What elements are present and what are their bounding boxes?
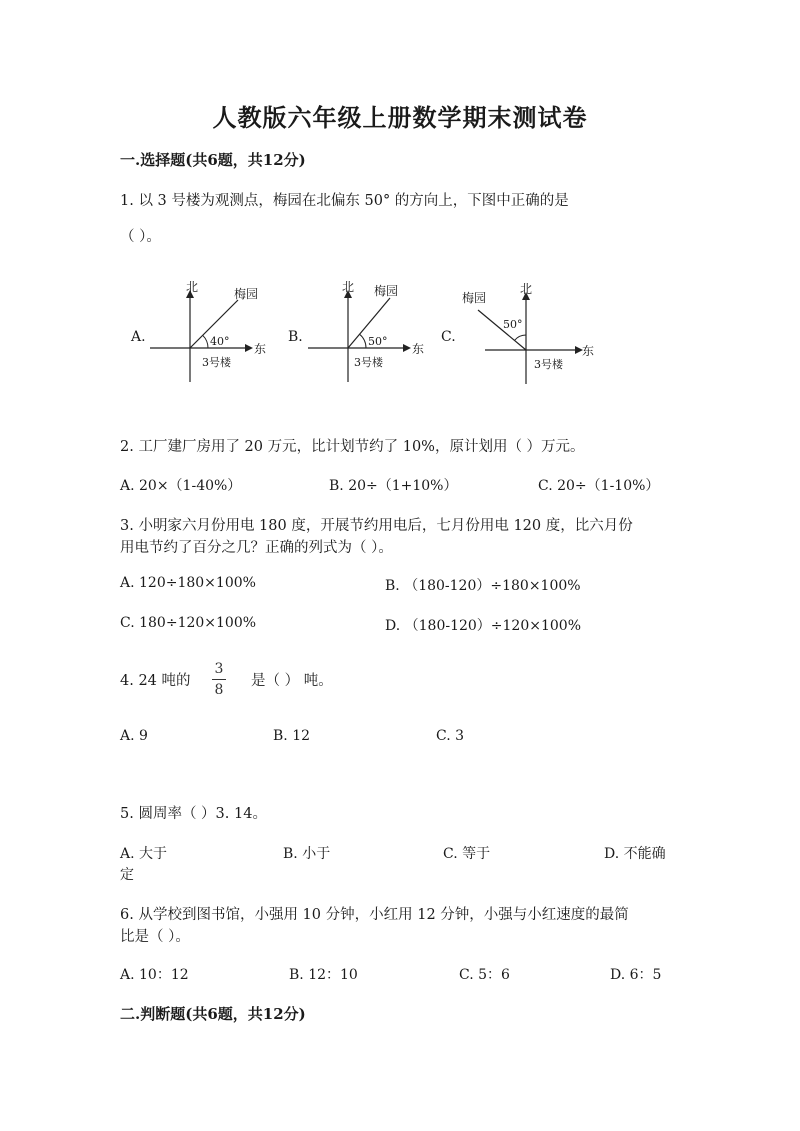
figure-b-diagram [308,280,438,385]
question-4-option-c: C. 3 [436,728,465,744]
question-5-option-d: D. 不能确 [604,846,666,862]
question-3-option-a: A. 120÷180×100% [120,575,256,591]
question-3-text: 3. 小明家六月份用电 180 度，开展节约用电后，七月份用电 120 度，比六月份 [120,518,633,534]
question-5-text: 5. 圆周率（ ）3. 14。 [120,806,267,822]
question-2-text: 2. 工厂建厂房用了 20 万元，比计划节约了 10%，原计划用（ ）万元。 [120,439,585,455]
question-3-option-b: B. （180-120）÷180×100% [385,578,581,594]
fraction-numerator: 3 [214,661,224,677]
figure-b-east-label: 东 [412,342,425,356]
question-1-text: 1. 以 3 号楼为观测点，梅园在北偏东 50° 的方向上，下图中正确的是 [120,193,569,209]
figure-c-east-label: 东 [582,344,595,358]
section-heading-choice: 一.选择题(共6题，共12分) [120,151,306,169]
figure-a-north-label: 北 [186,280,199,294]
figure-b-label: B. [288,329,303,345]
figure-a-building-label: 3号楼 [202,356,231,369]
question-3-option-c: C. 180÷120×100% [120,615,257,631]
question-6-option-d: D. 6：5 [610,967,662,983]
section-heading-judgement: 二.判断题(共6题，共12分) [120,1005,306,1023]
question-2-option-c: C. 20÷（1-10%） [538,478,660,494]
page-title: 人教版六年级上册数学期末测试卷 [212,103,588,132]
figure-c-angle-label: 50° [503,318,523,331]
figure-b-angle-label: 50° [368,335,388,348]
question-6-text: 6. 从学校到图书馆，小强用 10 分钟，小红用 12 分钟，小强与小红速度的最简 [120,907,629,923]
question-4-text: 4. 24 吨的 [120,673,191,689]
question-3-text-cont: 用电节约了百分之几？正确的列式为（ ）。 [120,540,393,556]
question-5-option-d-wrap: 定 [120,867,134,883]
question-1-text-cont: （ ）。 [120,229,161,245]
figure-a-angle-label: 40° [210,335,230,348]
figure-a-label: A. [131,329,146,345]
question-4-text-suffix: 是（ ） 吨。 [251,673,333,689]
figure-c-place-label: 梅园 [462,291,487,305]
figure-a-east-arrow-icon [245,344,253,352]
figure-a-angle-arc [203,335,208,348]
question-6-option-a: A. 10：12 [120,967,189,983]
figure-a-diagram [150,280,280,385]
figure-c-label: C. [441,329,456,345]
figure-b-angle-arc [360,334,366,348]
question-6-option-c: C. 5：6 [459,967,510,983]
figure-c-diagram [460,280,595,385]
fraction-denominator: 8 [214,682,224,698]
question-6-option-b: B. 12：10 [289,967,358,983]
figure-b-east-arrow-icon [403,344,411,352]
figure-b-north-label: 北 [342,280,355,294]
question-5-option-c: C. 等于 [443,846,491,862]
question-5-option-b: B. 小于 [283,846,331,862]
question-4-option-a: A. 9 [120,728,148,744]
question-5-option-a: A. 大于 [120,846,168,862]
figure-c-north-label: 北 [520,282,533,296]
question-3-option-d: D. （180-120）÷120×100% [385,618,582,634]
question-4-fraction [211,660,227,699]
question-4-option-b: B. 12 [273,728,311,744]
fraction-bar [212,679,226,680]
figure-c-building-label: 3号楼 [534,358,563,371]
figure-a-place-label: 梅园 [234,287,259,301]
figure-a-east-label: 东 [254,342,267,356]
figure-b-building-label: 3号楼 [354,356,383,369]
figure-c-angle-arc [515,335,527,340]
figure-b-place-label: 梅园 [374,284,399,298]
question-2-option-a: A. 20×（1-40%） [120,478,242,494]
question-2-option-b: B. 20÷（1+10%） [329,478,458,494]
question-6-text-cont: 比是（ ）。 [120,929,190,945]
